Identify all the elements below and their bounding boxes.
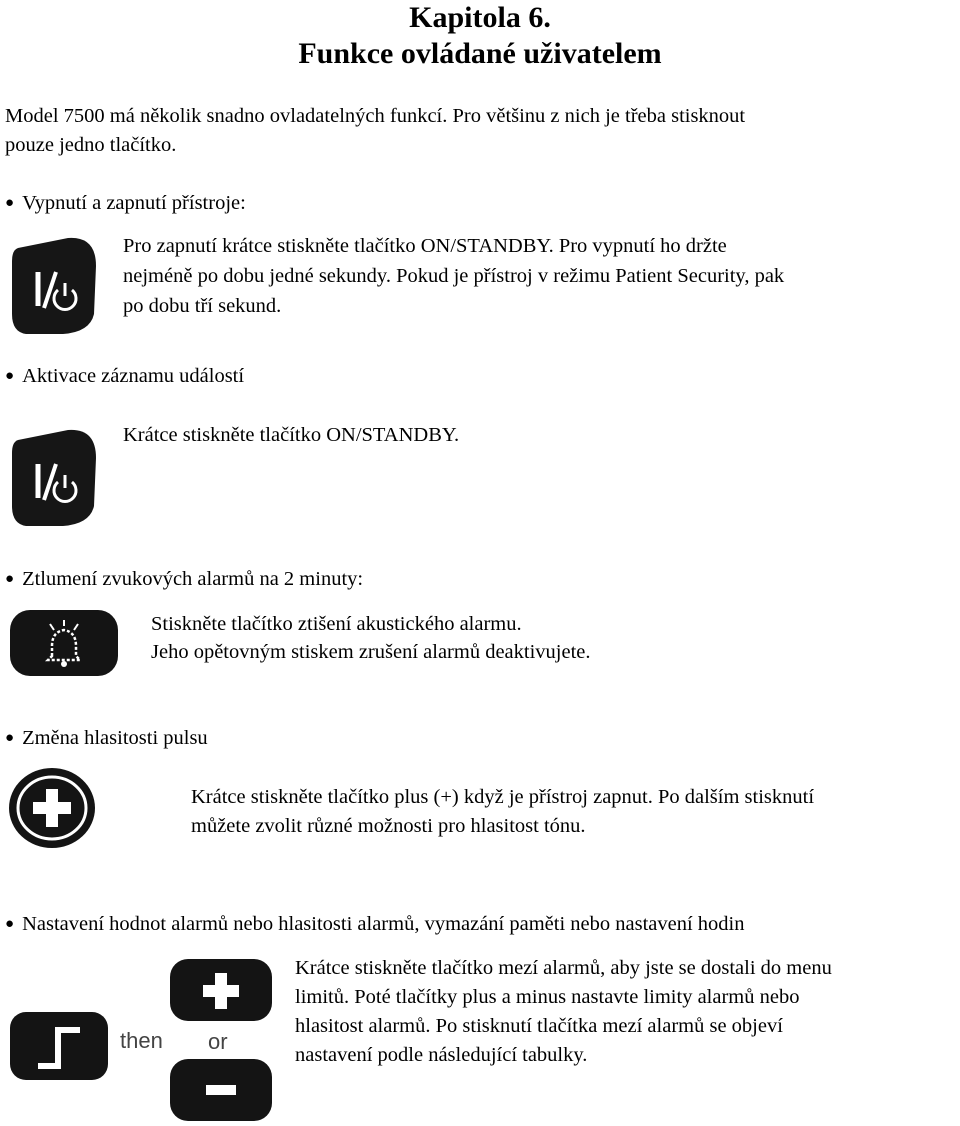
minus-button[interactable] xyxy=(168,1057,274,1123)
mute-text-line-2: Jeho opětovným stiskem zrušení alarmů deaktivujete. xyxy=(151,641,591,663)
section-heading-event: ● Aktivace záznamu událostí xyxy=(5,362,244,391)
alarm-mute-button[interactable] xyxy=(8,608,120,678)
or-label: or xyxy=(208,1029,228,1054)
event-text-line-1: Krátce stiskněte tlačítko ON/STANDBY. xyxy=(123,424,460,446)
on-standby-icon xyxy=(8,428,98,528)
intro-line-2: pouze jedno tlačítko. xyxy=(5,134,177,156)
alarm-limits-icon xyxy=(8,1010,110,1082)
chapter-title: Funkce ovládané uživatelem xyxy=(298,37,662,70)
on-standby-button-event[interactable] xyxy=(8,428,98,528)
chapter-number: Kapitola 6. xyxy=(409,1,551,34)
on-standby-icon xyxy=(8,236,98,336)
alarm-bell-icon xyxy=(8,608,120,678)
section-heading-mute: ● Ztlumení zvukových alarmů na 2 minuty: xyxy=(5,565,363,594)
on-standby-button[interactable] xyxy=(8,236,98,336)
power-text-line-3: po dobu tří sekund. xyxy=(123,295,282,317)
limits-text-line-1: Krátce stiskněte tlačítko mezí alarmů, aby jste se dostali do menu xyxy=(295,957,832,979)
power-text-line-1: Pro zapnutí krátce stiskněte tlačítko ON/STANDBY. Pro vypnutí ho držte xyxy=(123,235,727,257)
alarm-limits-button[interactable] xyxy=(8,1010,110,1082)
plus-button-limits[interactable] xyxy=(168,957,274,1023)
volume-text-line-1: Krátce stiskněte tlačítko plus (+) když je přístroj zapnut. Po dalším stisknutí xyxy=(191,786,815,808)
section-heading-limits: ● Nastavení hodnot alarmů nebo hlasitosti alarmů, vymazání paměti nebo nastavení hodin xyxy=(5,910,745,939)
intro-line-1: Model 7500 má několik snadno ovladatelných funkcí. Pro většinu z nich je třeba stisknout xyxy=(5,105,746,127)
then-label: then xyxy=(120,1028,163,1053)
plus-icon xyxy=(6,765,98,851)
section-heading-volume: ● Změna hlasitosti pulsu xyxy=(5,724,208,753)
plus-icon xyxy=(168,957,274,1023)
minus-icon xyxy=(168,1057,274,1123)
limits-text-line-3: hlasitost alarmů. Po stisknutí tlačítka mezí alarmů se objeví xyxy=(295,1015,783,1037)
plus-button[interactable] xyxy=(6,765,98,851)
limits-text-line-4: nastavení podle následující tabulky. xyxy=(295,1044,588,1066)
power-text-line-2: nejméně po dobu jedné sekundy. Pokud je přístroj v režimu Patient Security, pak xyxy=(123,265,785,287)
mute-text-line-1: Stiskněte tlačítko ztišení akustického alarmu. xyxy=(151,613,522,635)
limits-text-line-2: limitů. Poté tlačítky plus a minus nastavte limity alarmů nebo xyxy=(295,986,800,1008)
volume-text-line-2: můžete zvolit různé možnosti pro hlasitost tónu. xyxy=(191,815,586,837)
section-heading-power: ● Vypnutí a zapnutí přístroje: xyxy=(5,189,246,218)
